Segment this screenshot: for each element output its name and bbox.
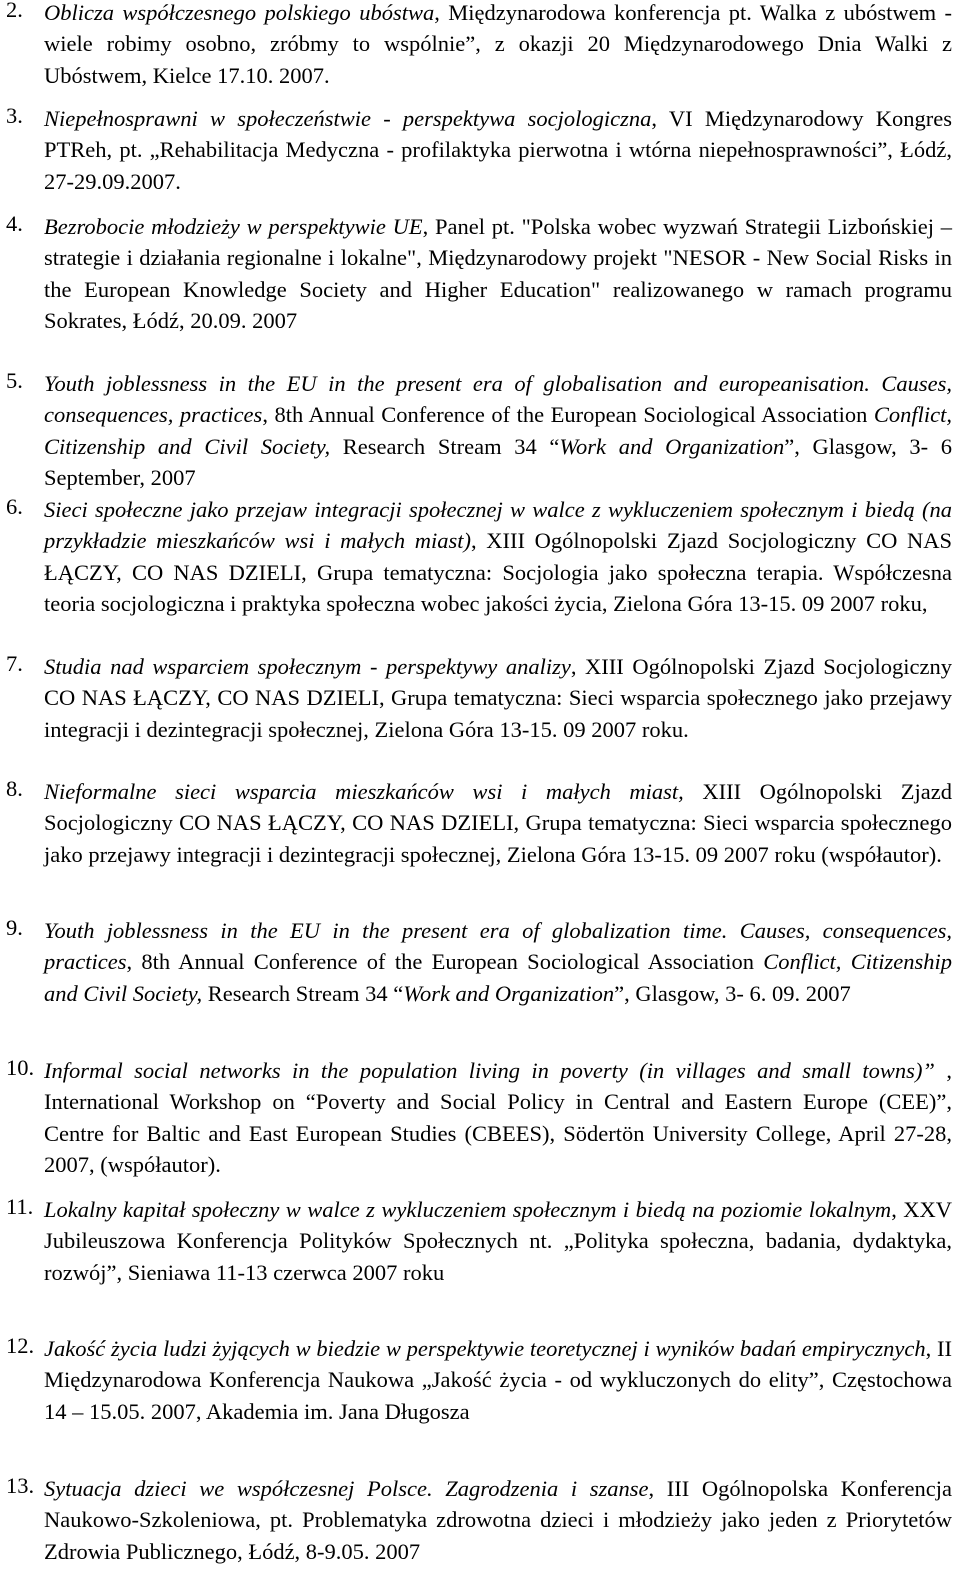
text-run: Research Stream 34 “ <box>202 980 404 1006</box>
item-number: 10. <box>6 1055 35 1080</box>
item-number: 8. <box>6 776 23 801</box>
italic-text: Studia nad wsparciem społecznym - perspektywy analizy <box>44 654 571 679</box>
list-item <box>6 776 952 870</box>
text-run: ”, Glasgow, 3- 6. 09. 2007 <box>614 980 851 1006</box>
list-item <box>6 211 952 336</box>
list-item <box>6 1055 952 1180</box>
list-item <box>6 1333 952 1427</box>
list-item <box>6 0 952 91</box>
list-item <box>6 368 952 493</box>
italic-text: Oblicza współczesnego polskiego ubóstwa <box>44 0 435 25</box>
italic-text: Youth joblessness in the EU in the present era of globalization time. Causes, consequences, practices <box>44 918 952 975</box>
item-text <box>44 494 952 619</box>
text-run: , Międzynarodowa konferencja pt. Walka z ubóstwem - wiele robimy osobno, zróbmy to wspólnie”, z okazji 20 Międzynarodowego Dnia Walki z Ubóstwem, Kielce 17.10. 2007. <box>44 0 952 88</box>
text-run: , II Międzynarodowa Konferencja Naukowa „Jakość życia - od wykluczonych do elity”, Częstochowa 14 – 15.05. 2007, Akademia im. Jana Długosza <box>44 1336 952 1424</box>
item-number: 13. <box>6 1473 35 1498</box>
item-number: 11. <box>6 1194 34 1219</box>
list-item <box>6 915 952 1009</box>
italic-text: Conflict, Citizenship and Civil Society, <box>44 402 952 459</box>
italic-text: Sytuacja dzieci we współczesnej Polsce. Zagrodzenia i szanse <box>44 1476 649 1501</box>
item-number: 2. <box>6 0 23 22</box>
text-run: , 8th Annual Conference of the European Sociological Association <box>126 949 764 975</box>
italic-text: Sieci społeczne jako przejaw integracji społecznej w walce z wykluczeniem społecznym i biedą (na przykładzie mieszkańców wsi i małych miast) <box>44 497 952 554</box>
text-run: , Panel pt. "Polska wobec wyzwań Strategii Lizbońskiej – strategie i działania regionalne i lokalne", Międzynarodowy projekt "NESOR - New Social Risks in the European Knowledge Society and Higher Education" realizowanego w ramach programu Sokrates, Łódź, 20.09. 2007 <box>44 214 952 333</box>
list-item <box>6 494 952 619</box>
text-run: ”, Glasgow, 3- 6 September, 2007 <box>44 433 953 490</box>
list-item <box>6 103 952 197</box>
list-item <box>6 651 952 745</box>
item-text <box>44 651 952 745</box>
text-run: , International Workshop on “Poverty and Social Policy in Central and Eastern Europe (CEE)”, Centre for Baltic and East European Studies (CBEES), Södertön University College, April 27-28, 2007, (współautor). <box>44 1058 953 1177</box>
italic-text: Work and Organization <box>403 980 615 1006</box>
item-text <box>44 0 952 91</box>
item-number: 3. <box>6 103 23 128</box>
italic-text: Youth joblessness in the EU in the present era of globalisation and europeanisation. Causes, consequences, practices <box>44 371 952 428</box>
item-text <box>44 368 952 493</box>
item-number: 6. <box>6 494 23 519</box>
item-text <box>44 1333 952 1427</box>
italic-text: Conflict, Citizenship and Civil Society, <box>44 949 952 1006</box>
item-text <box>44 1473 952 1567</box>
item-text <box>44 1194 952 1288</box>
text-run: Research Stream 34 “ <box>330 433 560 459</box>
item-text <box>44 211 952 336</box>
italic-text: Nieformalne sieci wsparcia mieszkańców wsi i małych miast, <box>44 779 684 804</box>
item-number: 12. <box>6 1333 35 1358</box>
text-run: , XXV Jubileuszowa Konferencja Polityków Społecznych nt. „Polityka społeczna, badania, dydaktyka, rozwój”, Sieniawa 11-13 czerwca 2007 roku <box>44 1197 953 1285</box>
item-text <box>44 776 952 870</box>
list-item <box>6 1473 952 1567</box>
item-text <box>44 915 952 1009</box>
item-text <box>44 1055 952 1180</box>
item-number: 9. <box>6 915 23 940</box>
item-number: 7. <box>6 651 23 676</box>
text-run: , III Ogólnopolska Konferencja Naukowo-Szkoleniowa, pt. Problematyka zdrowotna dzieci i młodzieży jako jeden z Priorytetów Zdrowia Publicznego, Łódź, 8-9.05. 2007 <box>44 1476 952 1564</box>
italic-text: Informal social networks in the population living in poverty (in villages and small towns)” <box>44 1058 935 1083</box>
italic-text: Jakość życia ludzi żyjących w biedzie w perspektywie teoretycznej i wyników badań empirycznych <box>44 1336 926 1361</box>
text-run: , 8th Annual Conference of the European Sociological Association <box>262 402 874 428</box>
text-run: , VI Międzynarodowy Kongres PTReh, pt. „Rehabilitacja Medyczna - profilaktyka pierwotna i wtórna niepełnosprawności”, Łódź, 27-29.09.2007. <box>44 106 953 194</box>
text-run: , XIII Ogólnopolski Zjazd Socjologiczny CO NAS ŁĄCZY, CO NAS DZIELI, Grupa tematyczna: Sieci wsparcia społecznego jako przejawy integracji i dezintegracji społecznej, Zielona Góra 13-15. 09 2007 roku. <box>44 654 952 742</box>
item-number: 5. <box>6 368 23 393</box>
italic-text: Niepełnosprawni w społeczeństwie - perspektywa socjologiczna <box>44 106 652 131</box>
list-item <box>6 1194 952 1288</box>
italic-text: Work and Organization <box>559 433 785 459</box>
item-number: 4. <box>6 211 23 236</box>
text-run: , XIII Ogólnopolski Zjazd Socjologiczny CO NAS ŁĄCZY, CO NAS DZIELI, Grupa tematyczna: Socjologia jako społeczna terapia. Współczesna teoria socjologiczna i praktyka społeczna wobec jakości życia, Zielona Góra 13-15. 09 2007 roku, <box>44 528 952 616</box>
italic-text: Bezrobocie młodzieży w perspektywie UE <box>44 214 423 239</box>
item-text <box>44 103 952 197</box>
italic-text: Lokalny kapitał społeczny w walce z wykluczeniem społecznym i biedą na poziomie lokalnym <box>44 1197 892 1222</box>
text-run: XIII Ogólnopolski Zjazd Socjologiczny CO NAS ŁĄCZY, CO NAS DZIELI, Grupa tematyczna: Sieci wsparcia społecznego jako przejawy integracji i dezintegracji społecznej, Zielona Góra 13-15. 09 2007 roku (współautor). <box>44 779 952 867</box>
